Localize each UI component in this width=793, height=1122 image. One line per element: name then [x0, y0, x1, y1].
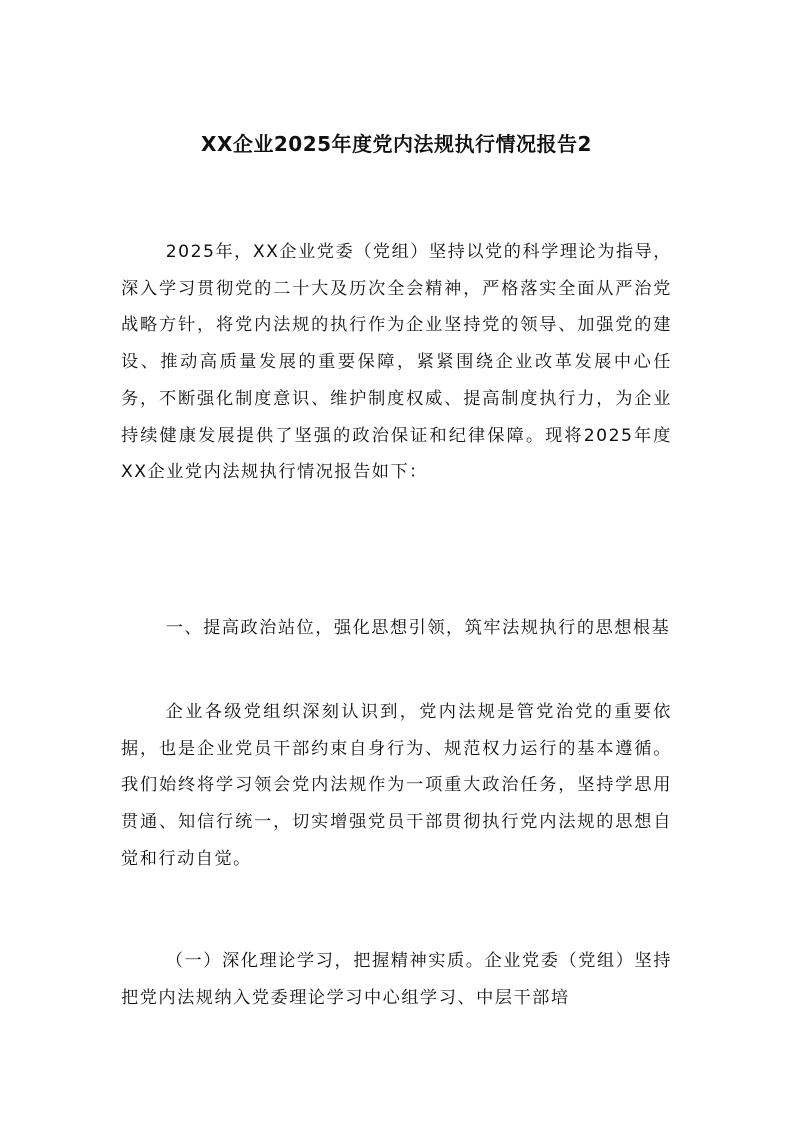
section-1-paragraph: 企业各级党组织深刻认识到，党内法规是管党治党的重要依据，也是企业党员干部约束自身行为、规范权力运行的基本遵循。我们始终将学习领会党内法规作为一项重大政治任务，坚持学思用贯通、知信行统一，切实增强党员干部贯彻执行党内法规的思想自觉和行动自觉。 [121, 702, 672, 869]
section-heading-1: 一、提高政治站位，强化思想引领，筑牢法规执行的思想根基 [165, 618, 671, 638]
intro-paragraph: 2025年，XX企业党委（党组）坚持以党的科学理论为指导，深入学习贯彻党的二十大及历次全会精神，严格落实全面从严治党战略方针，将党内法规的执行作为企业坚持党的领导、加强党的建设、推动高质量发展的重要保障，紧紧围绕企业改革发展中心任务，不断强化制度意识、维护制度权威、提高制度执行力，为企业持续健康发展提供了坚强的政治保证和纪律保障。现将2025年度XX企业党内法规执行情况报告如下： [121, 242, 672, 483]
document-title: XX企业2025年度党内法规执行情况报告2 [201, 132, 592, 156]
subsection-1-paragraph: （一）深化理论学习，把握精神实质。企业党委（党组）坚持把党内法规纳入党委理论学习中心组学习、中层干部培 [121, 951, 672, 1008]
